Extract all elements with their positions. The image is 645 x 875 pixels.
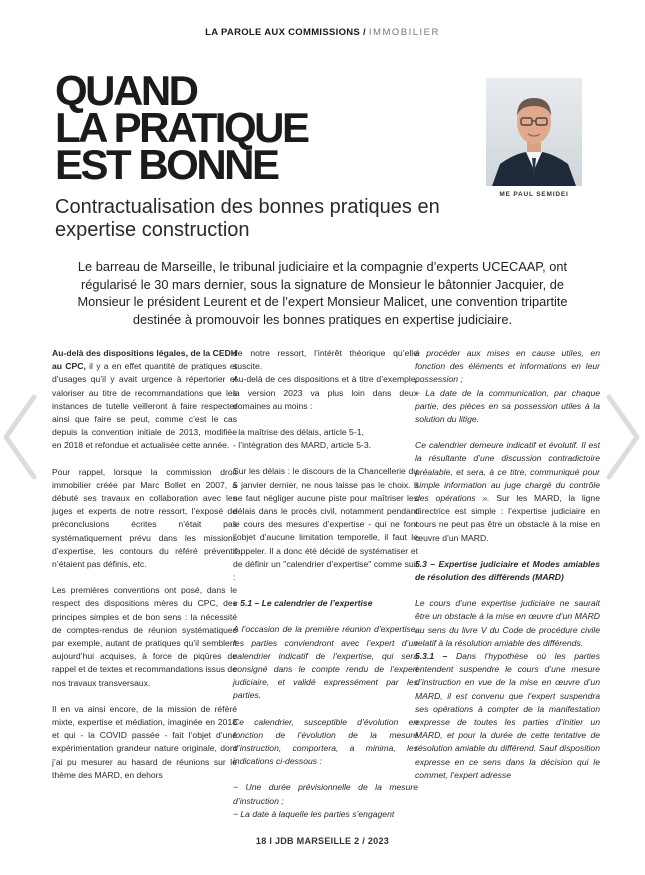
paragraph: A l’occasion de la première réunion d’expertise, les parties conviendront avec l’expert d’un calendrier indicatif de l’expertise, qui sera consigné dans le compte rendu de l’expert judiciaire, et validé expressément par les parties.	[233, 624, 418, 701]
paragraph: Au-delà de ces dispositions et à titre d’exemple, la version 2023 va plus loin dans deux domaines au moins :	[233, 374, 418, 411]
column-3	[415, 347, 600, 795]
headline	[55, 67, 308, 188]
paragraph: à procéder aux mises en cause utiles, en fonction des éléments et informations en leur possession ;	[415, 348, 600, 385]
headline-line-3: EST BONNE	[55, 141, 278, 188]
list-item: − La date de la communication, par chaque partie, des pièces en sa possession utiles à la solution du litige.	[415, 387, 600, 425]
portrait-image	[486, 78, 582, 186]
footer-separator: I	[269, 836, 273, 846]
text: Ce calendrier demeure indicatif et évolutif. Il est la résultante d’une discussion contradictoire préalable, et sera, à ce titre, communiqué pour simple information au juge chargé du contrôle des opérations ».	[415, 440, 600, 504]
page-footer	[0, 836, 645, 846]
photo-caption: ME PAUL SEMIDEI	[499, 191, 569, 198]
header-separator: /	[363, 27, 366, 38]
column-1	[52, 347, 237, 795]
column-2	[233, 347, 418, 834]
paragraph: Sur les délais : le discours de la Chancellerie du 5 janvier dernier, ne nous laisse pas le choix. Il ne faut négliger aucune piste pour maîtriser les délais dans le procès civil, notamment pendant le cours des mesures d’expertise - qui ne font l’objet d’aucune limitation temporelle, il faut le rappeler. Il a donc été décidé de systématiser et de définir un "calendrier d’expertise" comme suit :	[233, 466, 418, 583]
header-category: LA PAROLE AUX COMMISSIONS	[205, 27, 361, 38]
list-item: − Une durée prévisionnelle de la mesure d’instruction ;	[233, 782, 418, 806]
paragraph: Les premières conventions ont posé, dans le respect des dispositions mères du CPC, des principes simples et de bon sens : la nécessité de comptes-rendus de réunion systématiques par exemple, autant de pratiques qu’il semblent aujourd’hui acquises, à force de piqûres de rappel et de textes et recommandations issus de nos travaux transversaux.	[52, 585, 237, 688]
subsection-number: 5.3.1 –	[415, 651, 448, 662]
paragraph: Le cours d’une expertise judiciaire ne saurait être un obstacle à la mise en œuvre d’un MARD au sens du livre V du Code de procédure civile relatif à la résolution amiable des différends.	[415, 598, 600, 648]
headline-line-1: QUAND	[55, 67, 197, 114]
paragraph	[52, 347, 237, 453]
section-header	[0, 27, 645, 38]
paragraph	[415, 439, 600, 545]
next-page-arrow-icon[interactable]	[603, 392, 643, 482]
paragraph: de notre ressort, l’intérêt théorique qu’elle suscite.	[233, 348, 418, 372]
subtitle: Contractualisation des bonnes pratiques en expertise construction	[55, 196, 440, 241]
paragraph: Pour rappel, lorsque la commission droit immobilier créée par Marc Bollet en 2007, a débuté ses travaux en collaboration avec les juges et experts de notre ressort, l’exposé de préconclusions écrites n’était pas systématiquement prévu dans les missions d’expertise, les contours du référé préventif n’étaient pas définis, etc.	[52, 466, 237, 570]
list-item: - la maîtrise des délais, article 5-1,	[233, 427, 364, 438]
paragraph	[415, 650, 600, 782]
page-number: 18	[255, 836, 267, 846]
text: il y a en effet quantité de pratiques et d’usages qu’il y avait urgence à répertorier et valoriser au titre de recommandations que les instances de tutelle veilleront à faire respecter ainsi que faire se peut, comme c’est le cas depuis la convention initiale de 2013, modifiée en 2018 et refondue et actualisée cette année.	[52, 361, 238, 451]
author-photo	[486, 78, 582, 186]
paragraph: Il en va ainsi encore, de la mission de référé mixte, expertise et médiation, imaginée en 2018 et qui - la COVID passée - fait l’objet d’une expérimentation grandeur nature originale, dont j’ai pu mesurer au hasard de réunions sur le thème des MARD, en dehors	[52, 703, 237, 780]
text: Sur les MARD, la ligne directrice est simple : l’expertise judiciaire en cours ne peut pas être un obstacle à la mise en œuvre d’un MARD.	[415, 493, 600, 543]
headline-line-2: LA PRATIQUE	[55, 104, 308, 151]
publication-name: JDB MARSEILLE 2 / 2023	[274, 836, 390, 846]
paragraph: Ce calendrier, susceptible d’évolution en fonction de l’évolution de la mesure d’instruction, comportera, a minima, les indications ci-dessous :	[233, 716, 418, 767]
intro-paragraph: Le barreau de Marseille, le tribunal judiciaire et la compagnie d’experts UCECAAP, ont régularisé le 30 mars dernier, sous la signature de Monsieur le bâtonnier Jacquier, de Monsieur le président Leurent et de l’expert Monsieur Malicet, une convention tripartite destinée à promouvoir les bonnes pratiques en expertise judiciaire.	[77, 259, 568, 327]
previous-page-arrow-icon[interactable]	[0, 392, 40, 482]
text: Dans l’hypothèse où les parties entendent suspendre le cours d’une mesure d’instruction en vue de la mise en œuvre d’un MARD, il est convenu que l’expert suspendra ses opérations à compter de la manifestation expresse de toutes les parties d’initier un MARD, et pour la durée de cette tentative de résolution amiable du différend. Sauf disposition expresse en ce sens dans la décision qui le commet, l’expert adresse	[415, 651, 600, 780]
list-item: - l’intégration des MARD, article 5-3.	[233, 440, 372, 451]
list-item: − La date à laquelle les parties s’engagent	[233, 808, 395, 819]
section-heading: 5.3 – Expertise judiciaire et Modes amiables de résolution des différends (MARD)	[415, 558, 600, 583]
section-heading: « 5.1 – Le calendrier de l’expertise	[233, 598, 373, 609]
header-subcategory: IMMOBILIER	[368, 27, 440, 38]
lead-text: Au-delà des dispositions légales, de la CEDH au CPC,	[52, 348, 237, 372]
